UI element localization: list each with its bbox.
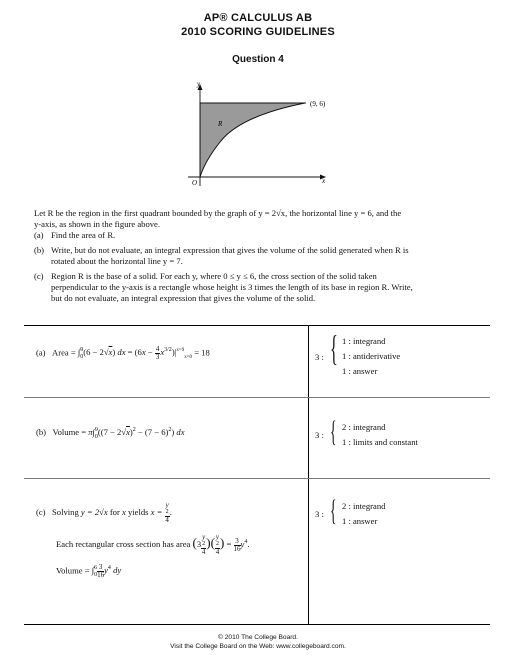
part-b-label: (b) bbox=[34, 245, 45, 255]
rubric-a-item: 1 : integrand bbox=[342, 336, 386, 346]
row-separator-2 bbox=[24, 478, 490, 479]
part-a-label: (a) bbox=[34, 230, 44, 240]
rubric-c-brace: { bbox=[330, 494, 337, 527]
rubric-c-item: 2 : integrand bbox=[342, 501, 386, 511]
solution-c-yields-word: yields bbox=[127, 506, 149, 517]
solution-b-expression: $\pi\int^9_0((7 - 2√x)^2 - (7 - 6)^2)$ dx bbox=[88, 427, 185, 440]
intro-line-1: Let R be the region in the first quadrant bounded by the graph of y = 2√x, the horizontal line y = 6, and the bbox=[34, 208, 402, 218]
table-top-rule bbox=[24, 325, 490, 326]
solution-c-line-2: Each rectangular cross section has area (3 y 2 4 )( y 2 4 ) = $\frac{3}{16}$ $y^4$. bbox=[56, 533, 250, 556]
solution-c-line-1: (c) Solving y = 2√x for x yields x = y 2 4 . bbox=[36, 501, 172, 524]
solution-c-volume-word: Volume = bbox=[56, 565, 90, 576]
solution-a-expression: ∫$^9_0$(6 − 2√x) dx = (6x − $\frac{4}{3}$ $x^{3/2})|^{x=9}_{x=0}$ bbox=[77, 345, 193, 361]
problem-statement bbox=[34, 208, 484, 304]
part-c-label: (c) bbox=[34, 271, 44, 281]
rubric-c-item: 1 : answer bbox=[342, 516, 378, 526]
solution-c-fraction: y 2 4 bbox=[165, 501, 169, 524]
solution-c-solving-word: Solving bbox=[52, 506, 79, 517]
rubric-a-item: 1 : antiderivative bbox=[342, 351, 401, 361]
footer-copyright: © 2010 The College Board. bbox=[218, 634, 298, 641]
solution-b-label: (b) bbox=[36, 427, 47, 437]
rubric-a-list bbox=[342, 334, 400, 379]
solution-c-x-equals: x = bbox=[150, 506, 163, 517]
rubric-a-item: 1 : answer bbox=[342, 366, 378, 376]
solution-c-line-3 bbox=[56, 564, 121, 579]
rubric-a-brace: { bbox=[330, 328, 338, 368]
shaded-region bbox=[200, 103, 305, 177]
rubric-b-item: 2 : integrand bbox=[342, 422, 386, 432]
solution-c-area-expression: ( bbox=[192, 534, 197, 550]
table-bottom-rule bbox=[24, 624, 490, 625]
region-label: R bbox=[218, 120, 223, 128]
part-b-text-1: Write, but do not evaluate, an integral expression that gives the volume of the solid generated when R is bbox=[51, 245, 409, 255]
footer-visit: Visit the College Board on the Web: www.collegeboard.com. bbox=[170, 643, 346, 650]
row-separator-1 bbox=[24, 397, 490, 398]
solution-c-label: (c) bbox=[36, 506, 46, 517]
solution-c-area-text: Each rectangular cross section has area bbox=[56, 538, 191, 549]
question-title: Question 4 bbox=[232, 54, 284, 65]
rubric-b-brace: { bbox=[330, 415, 337, 448]
solution-a bbox=[36, 346, 210, 361]
y-axis-label: y bbox=[197, 80, 201, 88]
part-c-text-2: perpendicular to the y-axis is a rectangle whose height is 3 times the length of its base in region R. Write, bbox=[51, 282, 413, 292]
solution-a-result: = 18 bbox=[194, 347, 210, 358]
solution-b bbox=[36, 427, 185, 440]
rubric-c-points: 3 : bbox=[315, 509, 324, 519]
origin-label: O bbox=[192, 179, 198, 187]
part-a-text: Find the area of R. bbox=[51, 230, 116, 240]
page-title: AP® CALCULUS AB bbox=[203, 12, 313, 24]
solution-c-variable: x bbox=[122, 506, 126, 517]
rubric-c-list bbox=[342, 499, 385, 529]
part-b-text-2: rotated about the horizontal line y = 7. bbox=[51, 256, 183, 266]
solution-a-word: Area = bbox=[52, 347, 76, 358]
part-c-text-3: but do not evaluate, an integral expression that gives the volume of the solid. bbox=[51, 293, 316, 303]
x-axis-label: x bbox=[322, 177, 326, 185]
solution-c-volume-expression: ∫$^6_0$ $\frac{3}{16}$ $y^4$ dy bbox=[91, 563, 122, 579]
intro-line-2: y-axis, as shown in the figure above. bbox=[34, 219, 161, 229]
point-label: (9, 6) bbox=[310, 100, 326, 108]
solution-b-word: Volume = bbox=[52, 427, 87, 437]
part-c-text-1: Region R is the base of a solid. For each y, where 0 ≤ y ≤ 6, the cross section of the solid taken bbox=[51, 271, 377, 281]
rubric-b-points: 3 : bbox=[315, 430, 324, 440]
solution-a-label: (a) bbox=[36, 347, 46, 358]
solution-c-equation: y = 2√x bbox=[80, 506, 108, 517]
rubric-b-item: 1 : limits and constant bbox=[342, 437, 418, 447]
page-subtitle: 2010 SCORING GUIDELINES bbox=[181, 26, 335, 38]
region-figure bbox=[180, 76, 340, 196]
rubric-a-points: 3 : bbox=[315, 352, 324, 362]
rubric-b-list bbox=[342, 420, 418, 450]
table-divider bbox=[308, 325, 309, 625]
solution-c-for-word: for bbox=[109, 506, 120, 517]
